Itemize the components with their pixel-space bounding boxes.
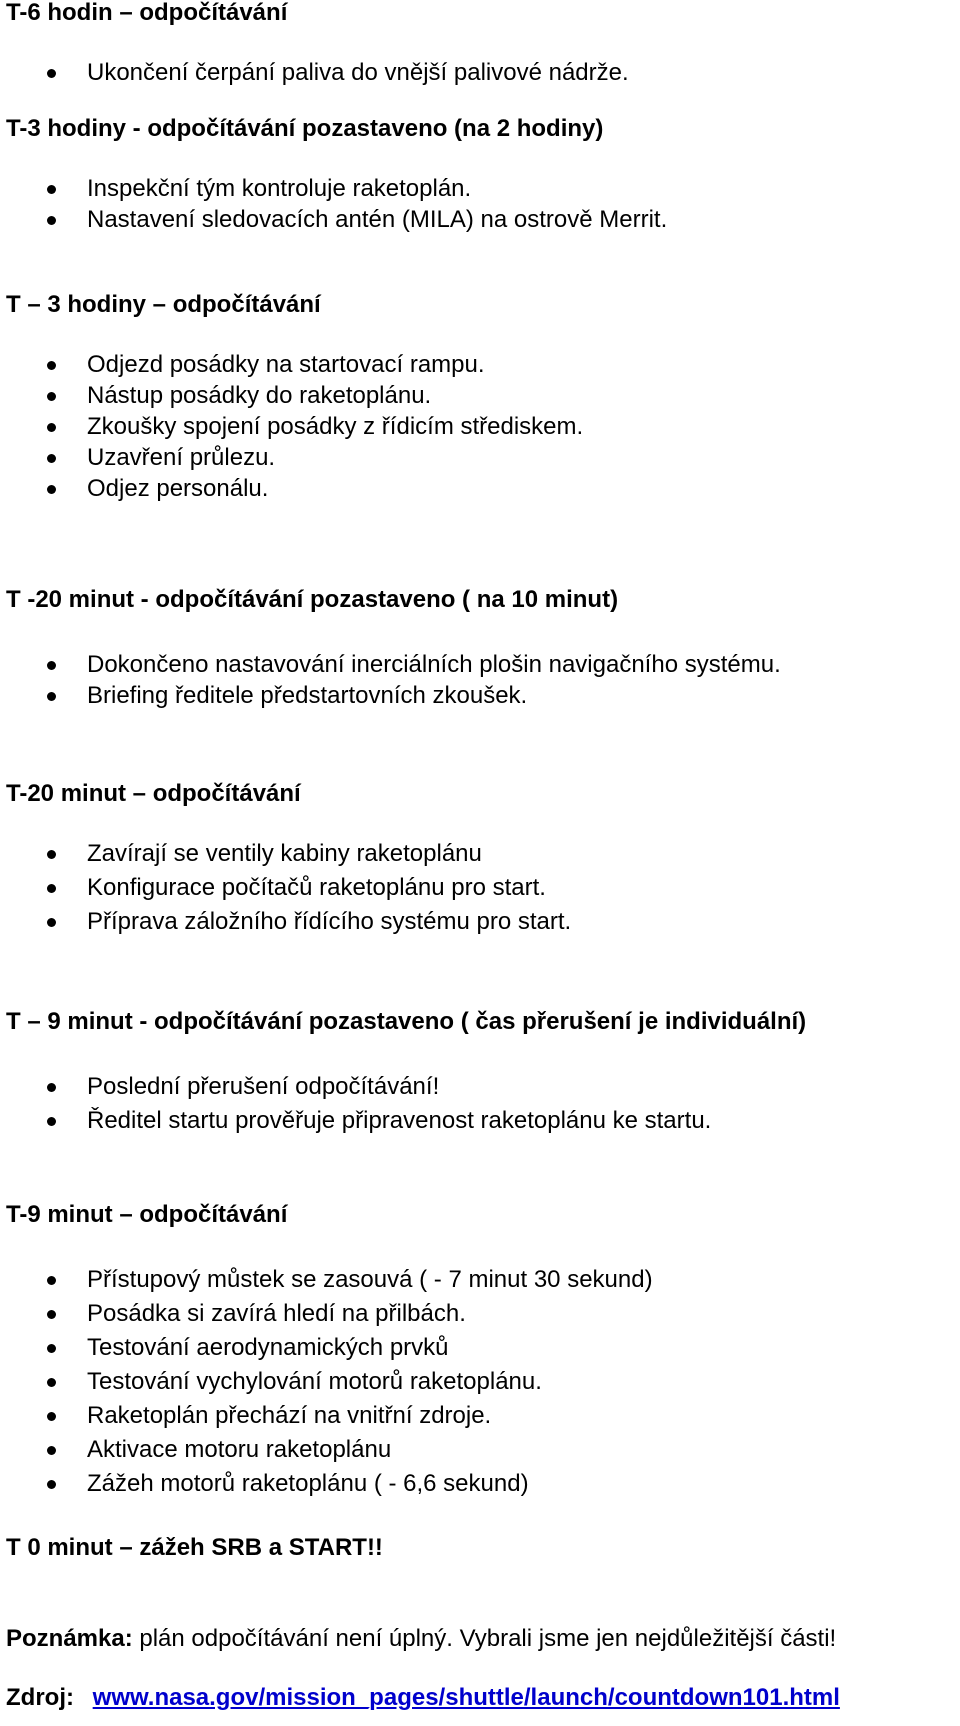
bullet-icon — [47, 1378, 56, 1387]
bullet-icon — [47, 361, 56, 370]
list-item: Testování aerodynamických prvků — [87, 1334, 449, 1361]
list-item: Zkoušky spojení posádky z řídicím střediskem. — [87, 413, 584, 440]
list-item: Nástup posádky do raketoplánu. — [87, 382, 432, 409]
note-text: plán odpočítávání není úplný. Vybrali jsme jen nejdůležitější části! — [139, 1625, 837, 1652]
section-heading: T-3 hodiny - odpočítávání pozastaveno (na 2 hodiny) — [6, 115, 604, 142]
section-heading: T -20 minut - odpočítávání pozastaveno ( na 10 minut) — [6, 586, 619, 613]
list-item: Dokončeno nastavování inerciálních plošin navigačního systému. — [87, 651, 781, 678]
section-heading: T-6 hodin – odpočítávání — [6, 0, 288, 26]
list-item: Raketoplán přechází na vnitřní zdroje. — [87, 1402, 492, 1429]
section-heading: T – 3 hodiny – odpočítávání — [6, 291, 321, 318]
section-heading: T-20 minut – odpočítávání — [6, 780, 301, 807]
list-item: Poslední přerušení odpočítávání! — [87, 1073, 440, 1100]
bullet-icon — [47, 918, 56, 927]
list-item: Inspekční tým kontroluje raketoplán. — [87, 175, 472, 202]
bullet-icon — [47, 1480, 56, 1489]
bullet-icon — [47, 884, 56, 893]
note-label: Poznámka: — [6, 1625, 133, 1652]
bullet-icon — [47, 485, 56, 494]
source — [6, 1683, 840, 1713]
bullet-icon — [47, 1446, 56, 1455]
list-item: Briefing ředitele předstartovních zkoušek. — [87, 682, 528, 709]
section-heading: T – 9 minut - odpočítávání pozastaveno ( čas přerušení je individuální) — [6, 1008, 807, 1035]
bullet-icon — [47, 216, 56, 225]
section-heading: T 0 minut – zážeh SRB a START!! — [6, 1534, 383, 1561]
bullet-icon — [47, 423, 56, 432]
list-item: Posádka si zavírá hledí na přilbách. — [87, 1300, 466, 1327]
list-item: Testování vychylování motorů raketoplánu. — [87, 1368, 542, 1395]
source-label: Zdroj: — [6, 1684, 74, 1711]
bullet-icon — [47, 850, 56, 859]
bullet-icon — [47, 69, 56, 78]
bullet-icon — [47, 661, 56, 670]
list-item: Konfigurace počítačů raketoplánu pro start. — [87, 874, 546, 901]
list-item: Odjez personálu. — [87, 475, 269, 502]
list-item: Odjezd posádky na startovací rampu. — [87, 351, 485, 378]
note — [6, 1624, 836, 1654]
list-item: Ředitel startu prověřuje připravenost raketoplánu ke startu. — [87, 1107, 712, 1134]
section-heading: T-9 minut – odpočítávání — [6, 1201, 288, 1228]
list-item: Uzavření průlezu. — [87, 444, 276, 471]
bullet-icon — [47, 1083, 56, 1092]
list-item: Nastavení sledovacích antén (MILA) na ostrově Merrit. — [87, 206, 668, 233]
source-link[interactable]: www.nasa.gov/mission_pages/shuttle/launch/countdown101.html — [92, 1684, 840, 1711]
list-item: Ukončení čerpání paliva do vnější palivové nádrže. — [87, 59, 629, 86]
bullet-icon — [47, 392, 56, 401]
bullet-icon — [47, 185, 56, 194]
bullet-icon — [47, 1117, 56, 1126]
list-item: Zavírají se ventily kabiny raketoplánu — [87, 840, 482, 867]
bullet-icon — [47, 1412, 56, 1421]
bullet-icon — [47, 1310, 56, 1319]
bullet-icon — [47, 692, 56, 701]
list-item: Zážeh motorů raketoplánu ( - 6,6 sekund) — [87, 1470, 529, 1497]
list-item: Přístupový můstek se zasouvá ( - 7 minut 30 sekund) — [87, 1266, 653, 1293]
list-item: Příprava záložního řídícího systému pro start. — [87, 908, 572, 935]
bullet-icon — [47, 1276, 56, 1285]
bullet-icon — [47, 1344, 56, 1353]
list-item: Aktivace motoru raketoplánu — [87, 1436, 392, 1463]
bullet-icon — [47, 454, 56, 463]
